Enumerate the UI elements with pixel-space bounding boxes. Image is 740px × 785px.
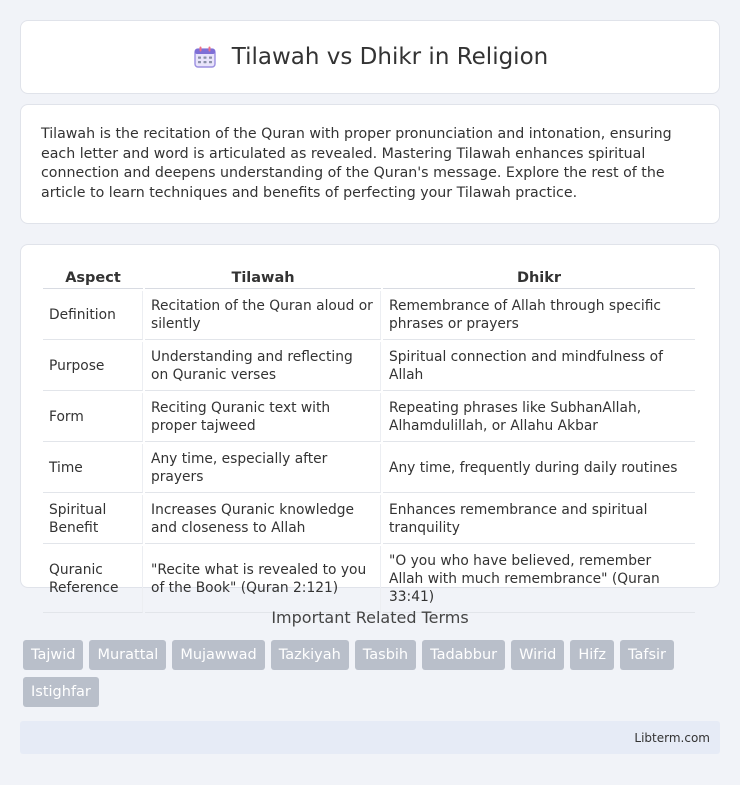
row-aspect: Spiritual Benefit: [43, 495, 143, 544]
table-row: [43, 444, 695, 493]
title-wrap: [192, 44, 548, 70]
row-aspect: Form: [43, 393, 143, 442]
table-row: [43, 393, 695, 442]
title-card: [20, 20, 720, 94]
table-row: [43, 495, 695, 544]
intro-card: [20, 104, 720, 224]
row-tilawah: Recitation of the Quran aloud or silently: [145, 291, 381, 340]
tag-mujawwad[interactable]: Mujawwad: [172, 640, 264, 670]
row-tilawah: Understanding and reflecting on Quranic verses: [145, 342, 381, 391]
tag-hifz[interactable]: Hifz: [570, 640, 614, 670]
row-dhikr: Remembrance of Allah through specific phrases or prayers: [383, 291, 695, 340]
comparison-table: [41, 265, 697, 615]
row-aspect: Quranic Reference: [43, 546, 143, 613]
table-row: [43, 291, 695, 340]
header-aspect: Aspect: [43, 267, 143, 289]
tag-tasbih[interactable]: Tasbih: [355, 640, 416, 670]
tag-tazkiyah[interactable]: Tazkiyah: [271, 640, 349, 670]
row-aspect: Purpose: [43, 342, 143, 391]
tag-tadabbur[interactable]: Tadabbur: [422, 640, 505, 670]
row-aspect: Time: [43, 444, 143, 493]
row-tilawah: Any time, especially after prayers: [145, 444, 381, 493]
footer-link[interactable]: Libterm.com: [634, 730, 710, 745]
row-tilawah: Increases Quranic knowledge and closeness to Allah: [145, 495, 381, 544]
row-dhikr: Any time, frequently during daily routines: [383, 444, 695, 493]
tag-murattal[interactable]: Murattal: [89, 640, 166, 670]
footer: [20, 721, 720, 754]
table-row: [43, 546, 695, 613]
tag-istighfar[interactable]: Istighfar: [23, 677, 99, 707]
tag-wirid[interactable]: Wirid: [511, 640, 564, 670]
related-terms-title: Important Related Terms: [271, 608, 469, 627]
comparison-table-card: [20, 244, 720, 605]
row-dhikr: Spiritual connection and mindfulness of Allah: [383, 342, 695, 391]
calendar-icon: [192, 44, 218, 70]
header-tilawah: Tilawah: [145, 267, 381, 289]
row-tilawah: Reciting Quranic text with proper tajweed: [145, 393, 381, 442]
header-dhikr: Dhikr: [383, 267, 695, 289]
row-tilawah: "Recite what is revealed to you of the Book" (Quran 2:121): [145, 546, 381, 613]
table-header-row: [43, 267, 695, 289]
tag-tafsir[interactable]: Tafsir: [620, 640, 674, 670]
table-row: [43, 342, 695, 391]
row-aspect: Definition: [43, 291, 143, 340]
row-dhikr: "O you who have believed, remember Allah with much remembrance" (Quran 33:41): [383, 546, 695, 613]
intro-paragraph: Tilawah is the recitation of the Quran with proper pronunciation and intonation, ensuring each letter and word is articulated as revealed. Mastering Tilawah enhances spiritual connection and deepens understanding of the Quran's message. Explore the rest of the article to learn techniques and benefits of perfecting your Tilawah practice.: [41, 126, 672, 201]
related-terms-tags: [23, 640, 703, 707]
row-dhikr: Enhances remembrance and spiritual tranquility: [383, 495, 695, 544]
tag-tajwid[interactable]: Tajwid: [23, 640, 83, 670]
page-title: Tilawah vs Dhikr in Religion: [231, 44, 549, 70]
row-dhikr: Repeating phrases like SubhanAllah, Alhamdulillah, or Allahu Akbar: [383, 393, 695, 442]
